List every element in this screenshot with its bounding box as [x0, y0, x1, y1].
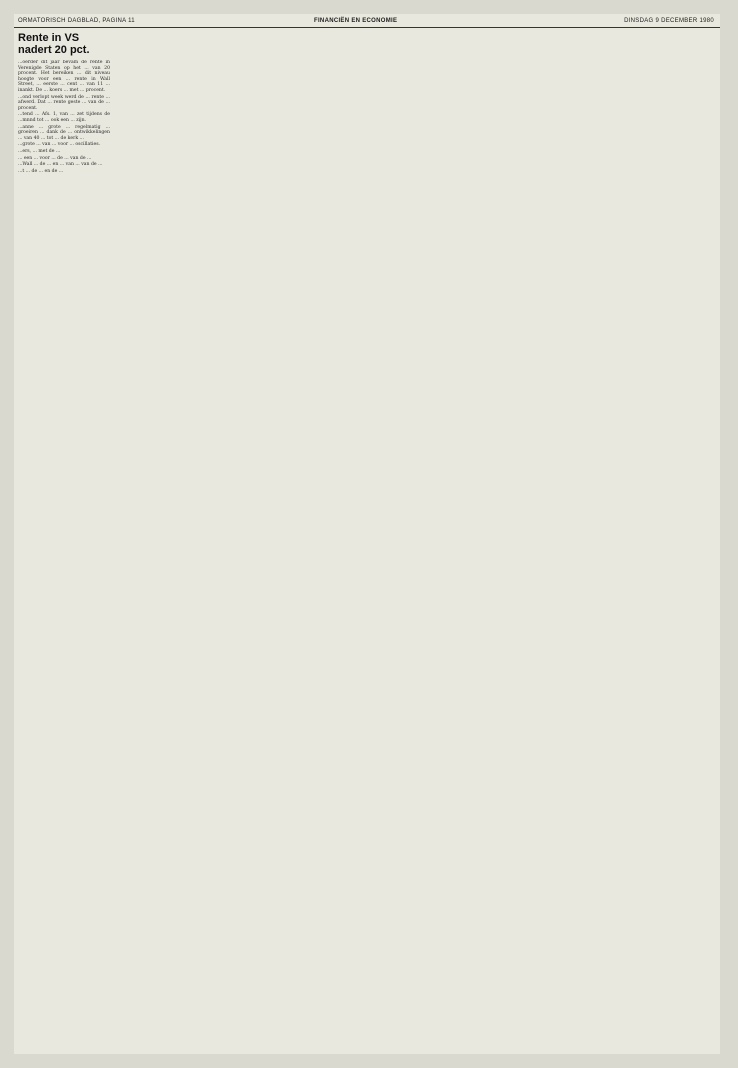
rente-p9: ...t ... de ... en de ...: [18, 168, 64, 174]
header-center: FINANCIËN EN ECONOMIE: [314, 18, 398, 24]
newspaper-page: [14, 14, 720, 1054]
rente-title: Rente in VS nadert 20 pct.: [18, 32, 90, 56]
rente-p4: ...anne ... grote ... regelmatig ... groeiren ... dank de ... ontwikkelingen ... van 40 ... tot ... de kerk ...: [18, 124, 110, 141]
page-header: [14, 14, 720, 28]
rente-p2: ...ond verlopt week werd de ... rente ... afwerd. Dat ... rente geste ... van de ... procent.: [18, 94, 110, 111]
header-right: DINSDAG 9 DECEMBER 1980: [624, 18, 714, 24]
rente-p1: ...oerder dit jaar bevam de rente in Verenigde Staten op het ... van 20 procent. Het bereiken ... dit niveau hoogte voor een ... rente in Wall Street, ... eerste ... cent ... van 11 ... inankt. De ... koers ... met ... procent.: [18, 60, 110, 93]
rente-p3: ...tend ... Afs. 1, van ... zet tijdens de ...mnnd tot ... ook een ... zijn.: [18, 112, 110, 123]
header-left: ORMATORISCH DAGBLAD, PAGINA 11: [18, 18, 135, 24]
rente-p5: ...grote ... van ... voor ... oscillaties.: [18, 142, 101, 148]
rente-p7: ... een ... voor ... de ... van de ...: [18, 155, 92, 161]
rente-p8: ...Wall ... de ... en ... van ... van de ...: [18, 162, 103, 168]
rente-body: [18, 60, 110, 390]
left-column: [18, 32, 110, 1054]
rente-p6: ...ers, ... met de ...: [18, 148, 61, 154]
